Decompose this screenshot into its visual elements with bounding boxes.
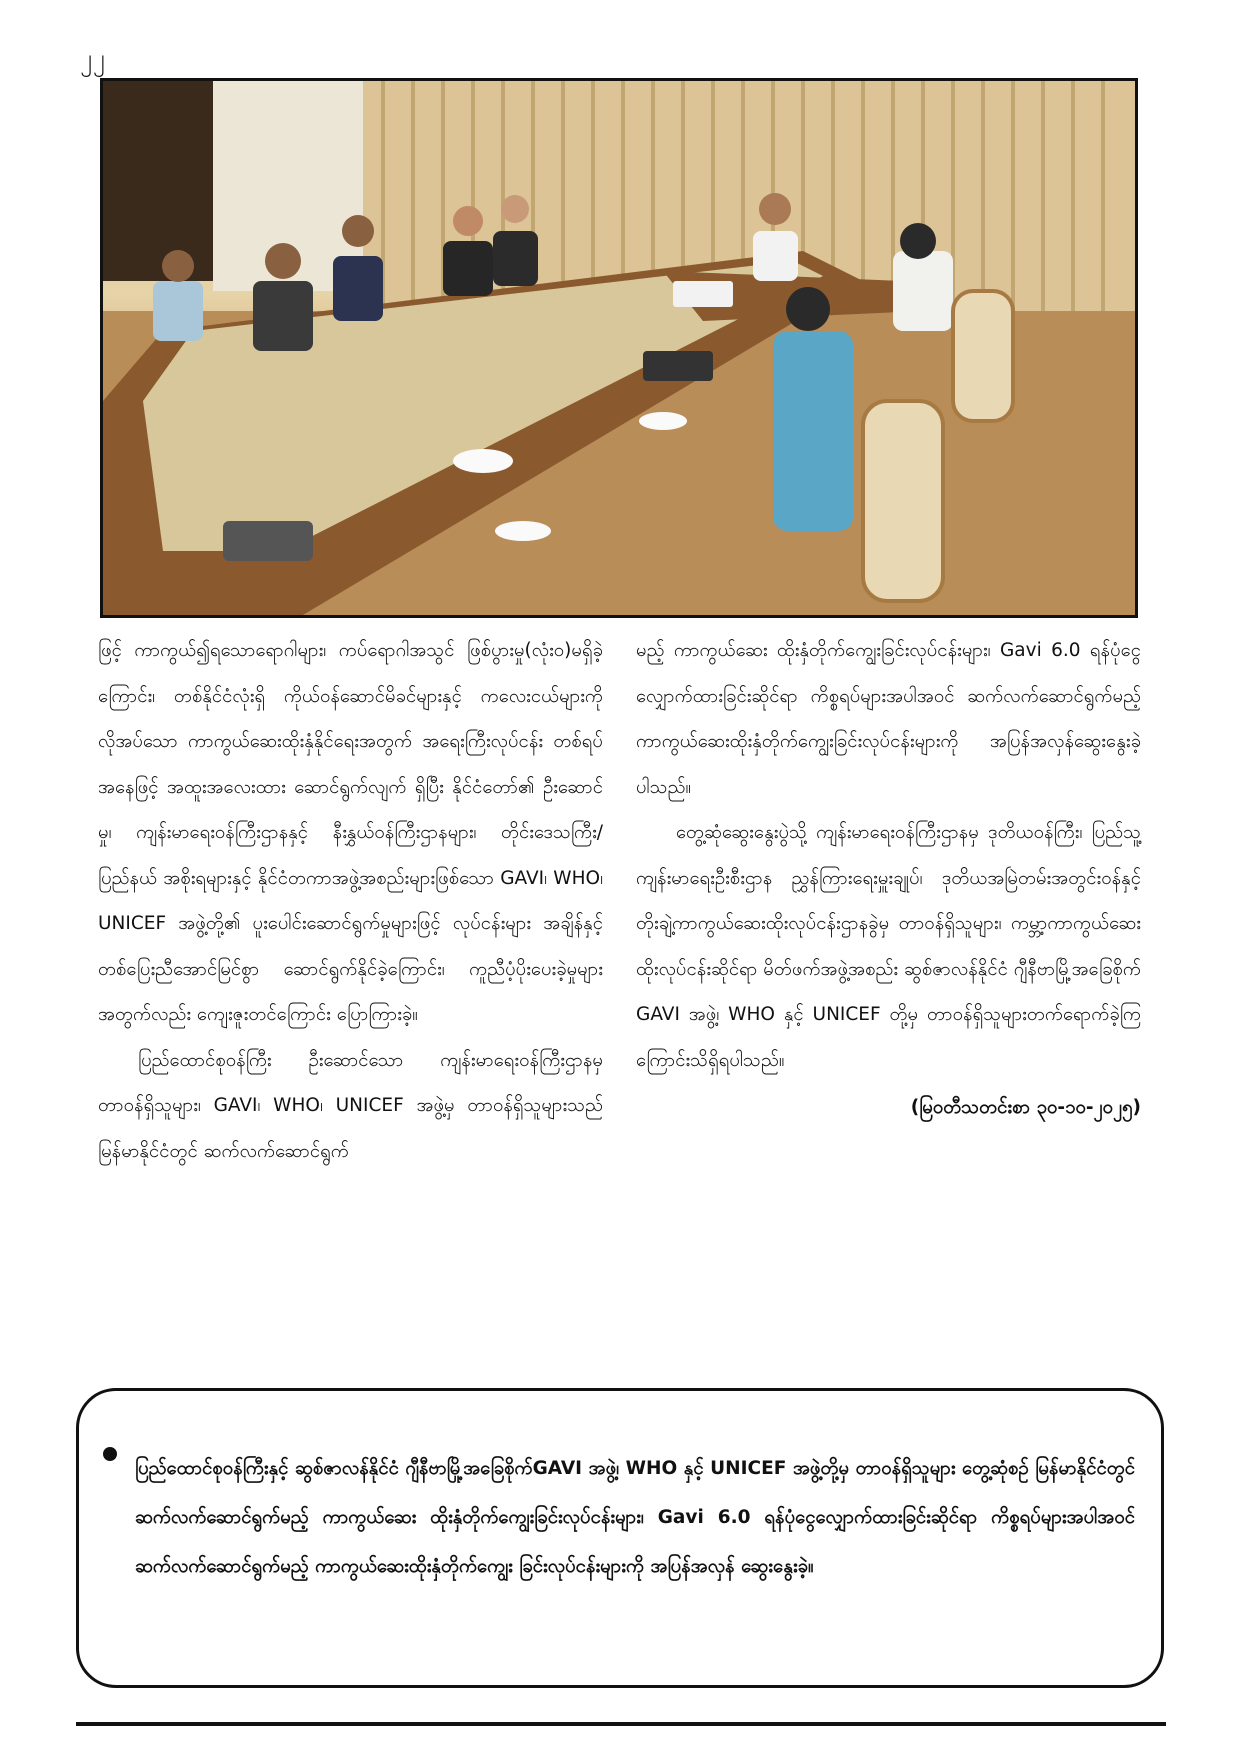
meeting-photo — [100, 78, 1138, 618]
page-number: ၂၂ — [80, 44, 106, 72]
article-right-column — [636, 628, 1141, 1131]
article-left-column — [98, 628, 603, 1174]
meeting-photo-illustration — [103, 81, 1135, 615]
bullet-icon — [103, 1447, 117, 1461]
highlight-box — [76, 1388, 1164, 1688]
bottom-divider — [76, 1722, 1166, 1726]
article-source: (မြဝတီသတင်းစာ ၃၀-၁၀-၂၀၂၅) — [910, 1097, 1141, 1118]
article-paragraph: ပြည်ထောင်စုဝန်ကြီး ဦးဆောင်သော ကျန်းမာရေးဝန်ကြီးဌာနမှ တာဝန်ရှိသူများ၊ GAVI၊ WHO၊ UNICEF အဖွဲ့မှ တာဝန်ရှိသူများသည် မြန်မာနိုင်ငံတွင် ဆက်လက်ဆောင်ရွက် — [98, 1049, 603, 1162]
article-paragraph: တွေ့ဆုံဆွေးနွေးပွဲသို့ ကျန်းမာရေးဝန်ကြီးဌာနမှ ဒုတိယဝန်ကြီး၊ ပြည်သူ့ကျန်းမာရေးဦးစီးဌာန ညွှန်ကြားရေးမှူးချုပ်၊ ဒုတိယအမြဲတမ်းအတွင်းဝန်နှင့် တိုးချဲ့ကာကွယ်ဆေးထိုးလုပ်ငန်းဌာနခွဲမှ တာဝန်ရှိသူများ၊ ကမ္ဘာ့ကာကွယ်ဆေးထိုးလုပ်ငန်းဆိုင်ရာ မိတ်ဖက်အဖွဲ့အစည်း ဆွစ်ဇာလန်နိုင်ငံ ဂျီနီဗာမြို့အခြေစိုက် GAVI အဖွဲ့၊ WHO နှင့် UNICEF တို့မှ တာဝန်ရှိသူများတက်ရောက်ခဲ့ကြကြောင်းသိရှိရပါသည်။ — [636, 822, 1141, 1071]
highlight-text: ပြည်ထောင်စုဝန်ကြီးနှင့် ဆွစ်ဇာလန်နိုင်ငံ ဂျီနီဗာမြို့အခြေစိုက်GAVI အဖွဲ့၊ WHO နှင့် UNICEF အဖွဲ့တို့မှ တာဝန်ရှိသူများ တွေ့ဆုံစဉ် မြန်မာနိုင်ငံတွင် ဆက်လက်ဆောင်ရွက်မည့် ကာကွယ်ဆေး ထိုးနှံတိုက်ကျွေးခြင်းလုပ်ငန်းများ၊ Gavi 6.0 ရန်ပုံငွေလျှောက်ထားခြင်းဆိုင်ရာ ကိစ္စရပ်များအပါအဝင် ဆက်လက်ဆောင်ရွက်မည့် ကာကွယ်ဆေးထိုးနှံတိုက်ကျွေး ခြင်းလုပ်ငန်းများကို အပြန်အလှန် ဆွေးနွေးခဲ့။ — [135, 1457, 1135, 1577]
article-paragraph: မည့် ကာကွယ်ဆေး ထိုးနှံတိုက်ကျွေးခြင်းလုပ်ငန်းများ၊ Gavi 6.0 ရန်ပုံငွေလျှောက်ထားခြင်းဆိုင်ရာ ကိစ္စရပ်များအပါအဝင် ဆက်လက်ဆောင်ရွက်မည့် ကာကွယ်ဆေးထိုးနှံတိုက်ကျွေးခြင်းလုပ်ငန်းများကို အပြန်အလှန်ဆွေးနွေးခဲ့ပါသည်။ — [636, 640, 1141, 798]
article-paragraph: ဖြင့် ကာကွယ်၍ရသောရောဂါများ၊ ကပ်ရောဂါအသွင် ဖြစ်ပွားမှု(လုံးဝ)မရှိခဲ့ကြောင်း၊ တစ်နိုင်ငံလုံးရှိ ကိုယ်ဝန်ဆောင်မိခင်များနှင့် ကလေးငယ်များကို လိုအပ်သော ကာကွယ်ဆေးထိုးနှံနိုင်ရေးအတွက် အရေးကြီးလုပ်ငန်း တစ်ရပ်အနေဖြင့် အထူးအလေးထား ဆောင်ရွက်လျက် ရှိပြီး နိုင်ငံတော်၏ ဦးဆောင်မှု၊ ကျန်းမာရေးဝန်ကြီးဌာနနှင့် နီးနွှယ်ဝန်ကြီးဌာနများ၊ တိုင်းဒေသကြီး/ပြည်နယ် အစိုးရများနှင့် နိုင်ငံတကာအဖွဲ့အစည်းများဖြစ်သော GAVI၊ WHO၊ UNICEF အဖွဲ့တို့၏ ပူးပေါင်းဆောင်ရွက်မှုများဖြင့် လုပ်ငန်းများ အချိန်နှင့်တစ်ပြေးညီအောင်မြင်စွာ ဆောင်ရွက်နိုင်ခဲ့ကြောင်း၊ ကူညီပံ့ပိုးပေးခဲ့မှုများအတွက်လည်း ကျေးဇူးတင်ကြောင်း ပြောကြားခဲ့။ — [98, 640, 603, 1025]
